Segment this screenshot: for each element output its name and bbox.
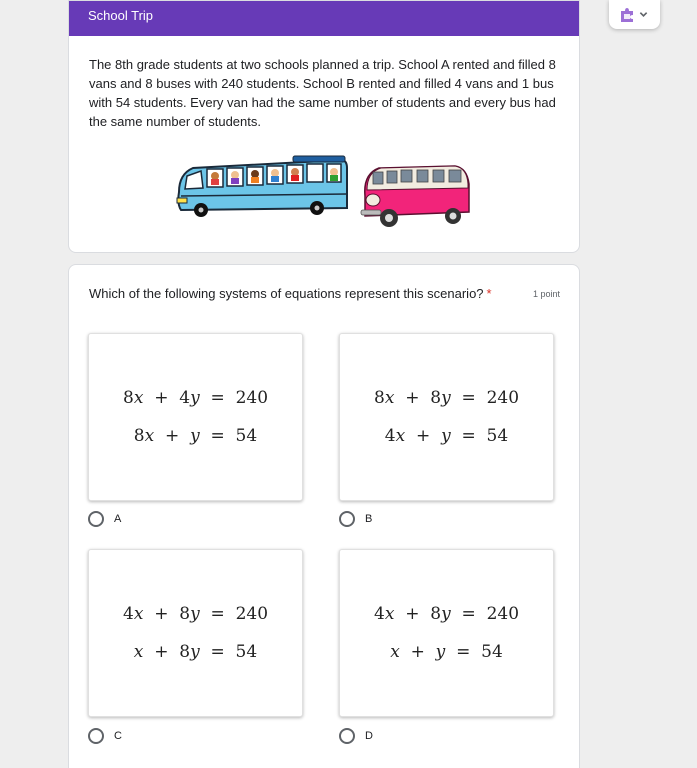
section-description: The 8th grade students at two schools planned a trip. School A rented and filled 8 vans and 8 buses with 240 students. School B rented and filled 4 vans and 1 bus with 54 students. Every van had the same number of students and every bus had the same number of students. <box>89 57 556 129</box>
option-a-image[interactable] <box>88 333 303 501</box>
option-d-equation-1: 4x + 8y = 240 <box>373 604 520 624</box>
option-a-radio[interactable] <box>88 511 104 527</box>
option-c-label[interactable]: C <box>114 730 122 742</box>
option-a-label[interactable]: A <box>114 513 122 525</box>
bus-illustration <box>177 156 347 217</box>
section-title: School Trip <box>69 1 579 36</box>
bus-and-van-image <box>173 154 473 232</box>
option-b-equation-1: 8x + 8y = 240 <box>373 388 520 408</box>
option-c-radio[interactable] <box>88 728 104 744</box>
option-b-radio[interactable] <box>339 511 355 527</box>
question-card <box>68 264 580 768</box>
chevron-down-icon <box>639 10 648 19</box>
option-b-equation-2: 4x + y = 54 <box>384 426 509 446</box>
question-title <box>89 285 509 302</box>
option-d-image[interactable] <box>339 549 554 717</box>
option-d-label[interactable]: D <box>365 730 373 742</box>
option-b-image[interactable] <box>339 333 554 501</box>
question-text: Which of the following systems of equations represent this scenario? <box>89 286 484 301</box>
addon-menu-button[interactable] <box>609 0 660 29</box>
required-asterisk: * <box>486 286 492 301</box>
option-c-image[interactable] <box>88 549 303 717</box>
puzzle-addon-icon <box>619 7 635 23</box>
option-b-label[interactable]: B <box>365 513 373 525</box>
option-a-equation-1: 8x + 4y = 240 <box>122 388 269 408</box>
option-c-equation-1: 4x + 8y = 240 <box>122 604 269 624</box>
option-d-equation-2: x + y = 54 <box>390 642 503 662</box>
van-illustration <box>361 166 469 227</box>
option-a-equation-2: 8x + y = 54 <box>133 426 258 446</box>
question-points: 1 point <box>532 289 560 299</box>
option-d-radio[interactable] <box>339 728 355 744</box>
section-header-card <box>68 0 580 253</box>
option-c-equation-2: x + 8y = 54 <box>133 642 258 662</box>
